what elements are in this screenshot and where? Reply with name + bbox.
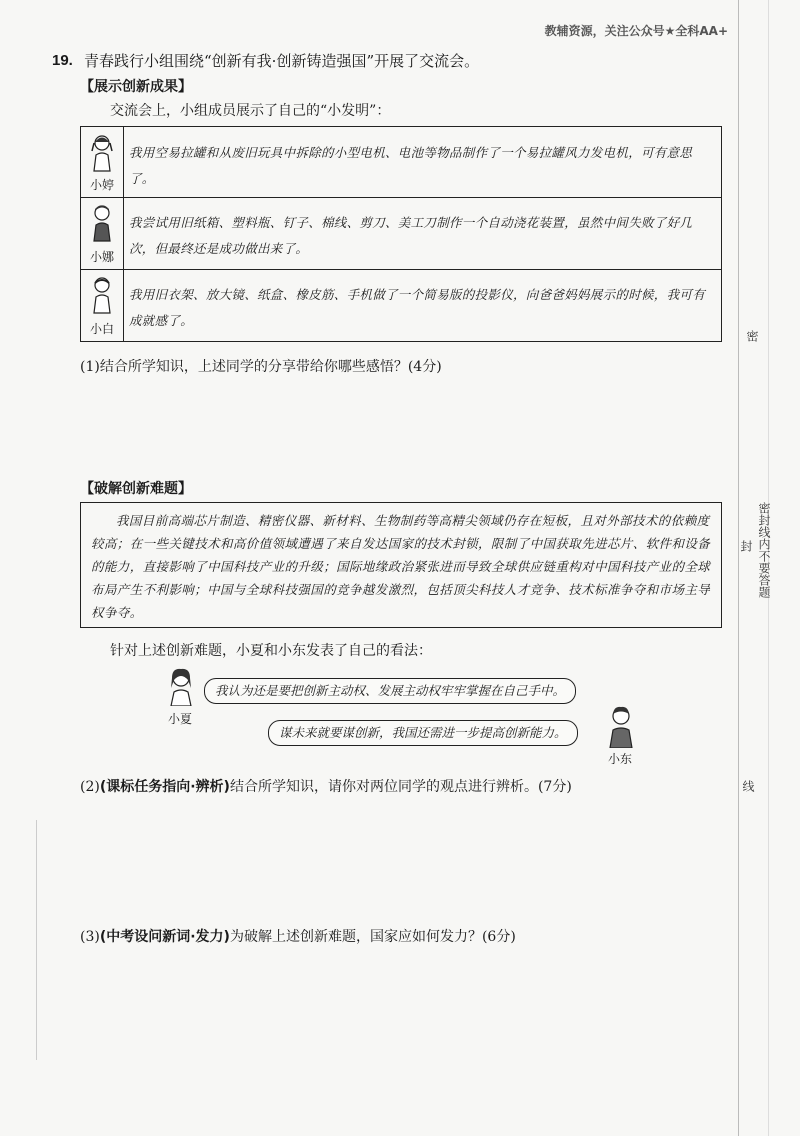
- avatar-name: 小婷: [89, 178, 114, 192]
- subquestion-3: [80, 926, 516, 946]
- binding-mark-bottom: 线: [741, 780, 755, 792]
- xiaoxia-figure-icon: [164, 666, 198, 706]
- table-row: [81, 197, 721, 270]
- invention-text: 我用旧衣架、放大镜、纸盒、橡皮筋、手机做了一个简易版的投影仪，向爸爸妈妈展示的时候，我可有成就感了。: [129, 287, 706, 328]
- question-stem: 青春践行小组围绕“创新有我·创新铸造强国”开展了交流会。: [84, 52, 480, 70]
- left-margin-rule: [36, 820, 37, 1060]
- avatar-name: 小白: [89, 322, 114, 336]
- section1-intro: 交流会上，小组成员展示了自己的“小发明”：: [110, 103, 391, 119]
- table-row: [81, 269, 721, 341]
- boy-avatar-icon: [90, 203, 114, 243]
- watermark: 教辅资源，关注公众号★全科AA+: [544, 24, 728, 38]
- xiaodong-figure-icon: [604, 704, 638, 748]
- binding-line: [738, 0, 739, 1136]
- xiaoxia-name: 小夏: [168, 712, 193, 726]
- invention-text: 我尝试用旧纸箱、塑料瓶、钉子、棉线、剪刀、美工刀制作一个自动浇花装置，虽然中间失败了好几次，但最终还是成功做出来了。: [129, 215, 693, 256]
- inventions-table: [80, 126, 722, 342]
- binding-warning: 密封线内不要答题: [757, 502, 771, 598]
- passage-text: 我国目前高端芯片制造、精密仪器、新材料、生物制药等高精尖领域仍存在短板，且对外部技术的依赖度较高；在一些关键技术和高价值领域遭遇了来自发达国家的技术封锁，限制了中国获取先进芯片、软件和设备的能力，直接影响了中国科技产业的升级；国际地缘政治紧张进而导致全球供应链重构对中国科技产业的全球布局产生不利影响；中国与全球科技强国的竞争越发激烈，包括顶尖科技人才竞争、技术标准争夺和市场主导权争夺。: [91, 513, 711, 620]
- section2-intro: 针对上述创新难题，小夏和小东发表了自己的看法：: [110, 643, 432, 659]
- girl-avatar-icon: [90, 133, 114, 173]
- subquestion-3-tag: (中考设问新词·发力): [99, 929, 230, 945]
- section1-heading: 【展示创新成果】: [80, 79, 192, 95]
- section2-heading: 【破解创新难题】: [80, 481, 192, 497]
- table-row: [81, 127, 721, 198]
- passage-box: [80, 502, 722, 628]
- boy-avatar-icon: [90, 275, 114, 315]
- avatar-cell: [81, 197, 124, 269]
- avatar-cell: [81, 127, 124, 197]
- subquestion-2-text: 结合所学知识，请你对两位同学的观点进行辨析。(7分): [229, 779, 572, 795]
- binding-mark-top: 密: [745, 330, 759, 342]
- binding-mark-mid: 封: [739, 540, 753, 552]
- invention-text: 我用空易拉罐和从废旧玩具中拆除的小型电机、电池等物品制作了一个易拉罐风力发电机，可有意思了。: [129, 145, 693, 186]
- xiaodong-name: 小东: [608, 752, 633, 766]
- subquestion-2-tag: (课标任务指向·辨析): [99, 779, 230, 795]
- question-number: 19.: [52, 52, 73, 69]
- subquestion-1: (1)结合所学知识，上述同学的分享带给你哪些感悟？(4分): [80, 359, 442, 375]
- xiaodong-speech-bubble: 谋未来就要谋创新，我国还需进一步提高创新能力。: [268, 720, 578, 746]
- xiaoxia-speech-bubble: 我认为还是要把创新主动权、发展主动权牢牢掌握在自己手中。: [204, 678, 576, 704]
- subquestion-2-prefix: (2): [80, 779, 100, 795]
- subquestion-3-prefix: (3): [80, 929, 100, 945]
- avatar-name: 小娜: [89, 250, 114, 264]
- avatar-cell: [81, 269, 124, 341]
- subquestion-2: [80, 776, 572, 796]
- subquestion-3-text: 为破解上述创新难题，国家应如何发力？(6分): [229, 929, 516, 945]
